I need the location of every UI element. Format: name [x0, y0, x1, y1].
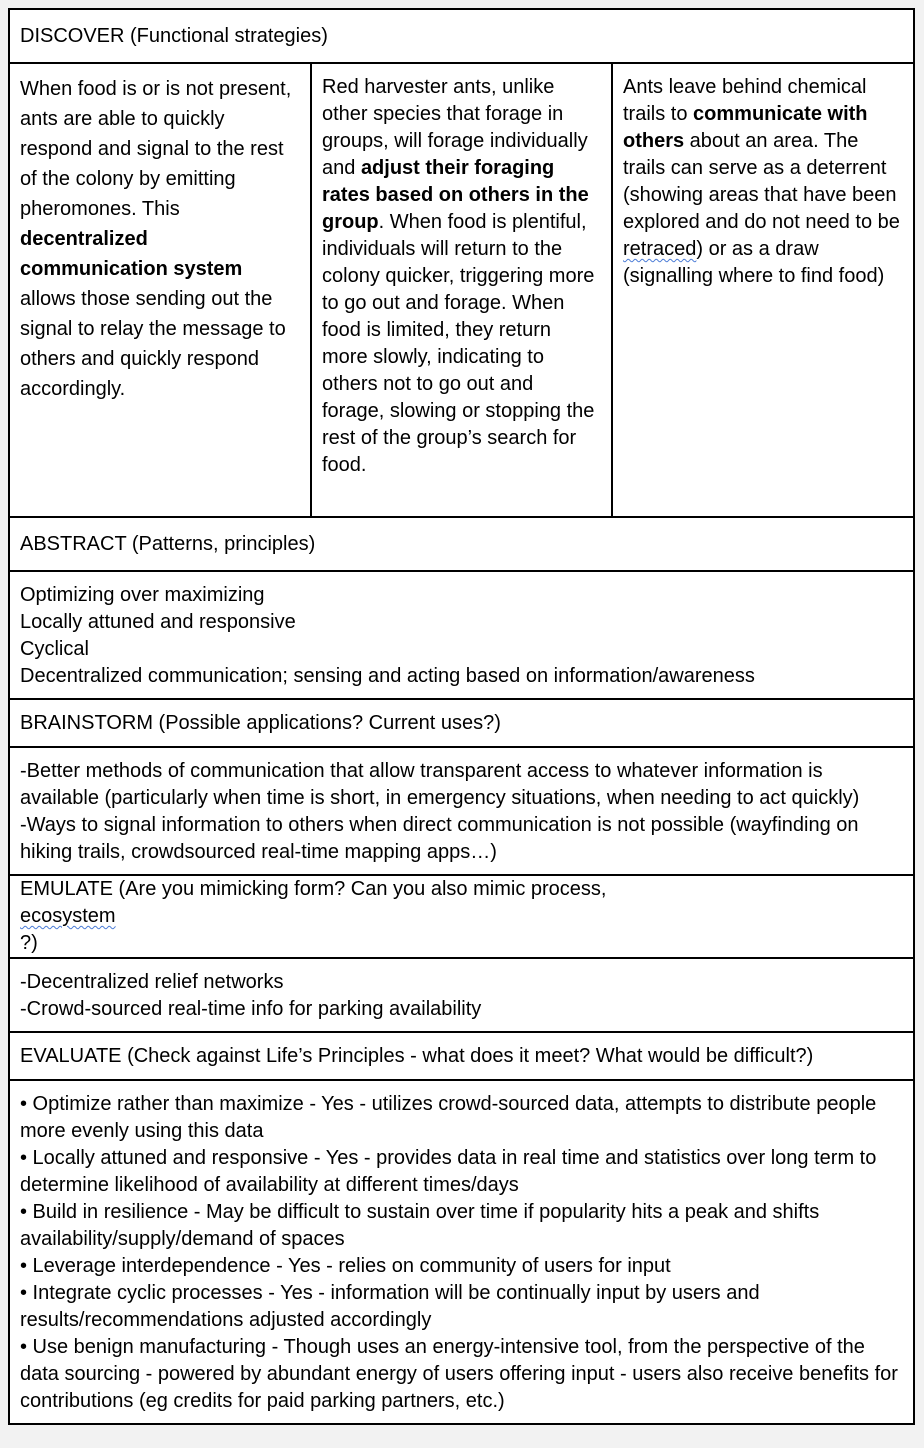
- emulate-content: [9, 958, 914, 1032]
- emulate-header: [9, 875, 914, 958]
- discover-col2-bold: adjust their foraging rates based on others in the group: [322, 157, 589, 233]
- discover-col3-text-end: ) or as a draw (signalling where to find food): [623, 238, 885, 287]
- discover-col1-bold: decentralized communication system: [20, 228, 243, 280]
- emulate-header-text-end: ?): [20, 932, 38, 954]
- brainstorm-content-row: [9, 747, 914, 875]
- evaluate-content: [9, 1080, 914, 1424]
- abstract-content: [9, 571, 914, 699]
- discover-column-3: [612, 63, 914, 517]
- discover-column-2: [311, 63, 612, 517]
- abstract-content-row: [9, 571, 914, 699]
- abstract-line: Optimizing over maximizing: [20, 584, 265, 606]
- biomimicry-worksheet-table: [8, 8, 915, 1425]
- emulate-content-row: [9, 958, 914, 1032]
- discover-col3-bold: communicate with others: [623, 103, 868, 152]
- brainstorm-content: [9, 747, 914, 875]
- brainstorm-line: -Better methods of communication that allow transparent access to whatever information is available (particularly when time is short, in emergency situations, when needing to act quickly): [20, 760, 860, 809]
- abstract-line: Decentralized communication; sensing and acting based on information/awareness: [20, 665, 755, 687]
- brainstorm-header: [9, 699, 914, 747]
- discover-col2-text-end: . When food is plentiful, individuals will return to the colony quicker, triggering more to go out and forage. When food is limited, they return more slowly, indicating to others not to go out and forage, slowing or stopping the rest of the group’s search for food.: [322, 211, 595, 476]
- evaluate-line: • Leverage interdependence - Yes - relies on community of users for input: [20, 1255, 671, 1277]
- evaluate-header-text: EVALUATE (Check against Life’s Principles - what does it meet? What would be difficult?): [20, 1044, 814, 1067]
- abstract-line: Locally attuned and responsive: [20, 611, 296, 633]
- abstract-header-row: [9, 517, 914, 571]
- discover-header-row: [9, 9, 914, 63]
- brainstorm-header-text: BRAINSTORM (Possible applications? Current uses?): [20, 711, 501, 734]
- evaluate-line: • Integrate cyclic processes - Yes - information will be continually input by users and results/recommendations adjusted accordingly: [20, 1282, 760, 1331]
- discover-col1-text-end: allows those sending out the signal to relay the message to others and quickly respond accordingly.: [20, 288, 286, 400]
- discover-col3-spellcheck-word[interactable]: retraced: [623, 238, 697, 260]
- abstract-header: [9, 517, 914, 571]
- abstract-line: Cyclical: [20, 638, 89, 660]
- discover-header-text: DISCOVER (Functional strategies): [20, 24, 328, 47]
- discover-col2-text-start: Red harvester ants, unlike other species that forage in groups, will forage individually and: [322, 76, 588, 179]
- discover-col3-text-start: Ants leave behind chemical trails to: [623, 76, 867, 125]
- evaluate-header: [9, 1032, 914, 1080]
- emulate-header-text: [20, 876, 903, 957]
- emulate-header-row: [9, 875, 914, 958]
- evaluate-content-row: [9, 1080, 914, 1424]
- discover-content-row: [9, 63, 914, 517]
- abstract-header-text: ABSTRACT (Patterns, principles): [20, 532, 316, 555]
- discover-header: [9, 9, 914, 63]
- evaluate-line: • Use benign manufacturing - Though uses an energy-intensive tool, from the perspective of the data sourcing - powered by abundant energy of users offering input - users also receive benefits for contributions (eg credits for paid parking partners, etc.): [20, 1336, 898, 1412]
- emulate-line: -Crowd-sourced real-time info for parking availability: [20, 998, 482, 1020]
- brainstorm-line: -Ways to signal information to others when direct communication is not possible (wayfinding on hiking trails, crowdsourced real-time mapping apps…): [20, 814, 859, 863]
- discover-column-1: [9, 63, 311, 517]
- discover-col1-text-start: When food is or is not present, ants are able to quickly respond and signal to the rest of the colony by emitting pheromones. This: [20, 78, 292, 220]
- evaluate-header-row: [9, 1032, 914, 1080]
- evaluate-line: • Build in resilience - May be difficult to sustain over time if popularity hits a peak and shifts availability/supply/demand of spaces: [20, 1201, 820, 1250]
- evaluate-line: • Optimize rather than maximize - Yes - utilizes crowd-sourced data, attempts to distribute people more evenly using this data: [20, 1093, 877, 1142]
- evaluate-line: • Locally attuned and responsive - Yes - provides data in real time and statistics over long term to determine likelihood of availability at different times/days: [20, 1147, 877, 1196]
- emulate-header-text-start: EMULATE (Are you mimicking form? Can you also mimic process,: [20, 878, 607, 900]
- discover-col3-text-mid: about an area. The trails can serve as a deterrent (showing areas that have been explored and do not need to be: [623, 130, 900, 233]
- brainstorm-header-row: [9, 699, 914, 747]
- emulate-line: -Decentralized relief networks: [20, 971, 284, 993]
- emulate-header-spellcheck-word[interactable]: ecosystem: [20, 905, 116, 927]
